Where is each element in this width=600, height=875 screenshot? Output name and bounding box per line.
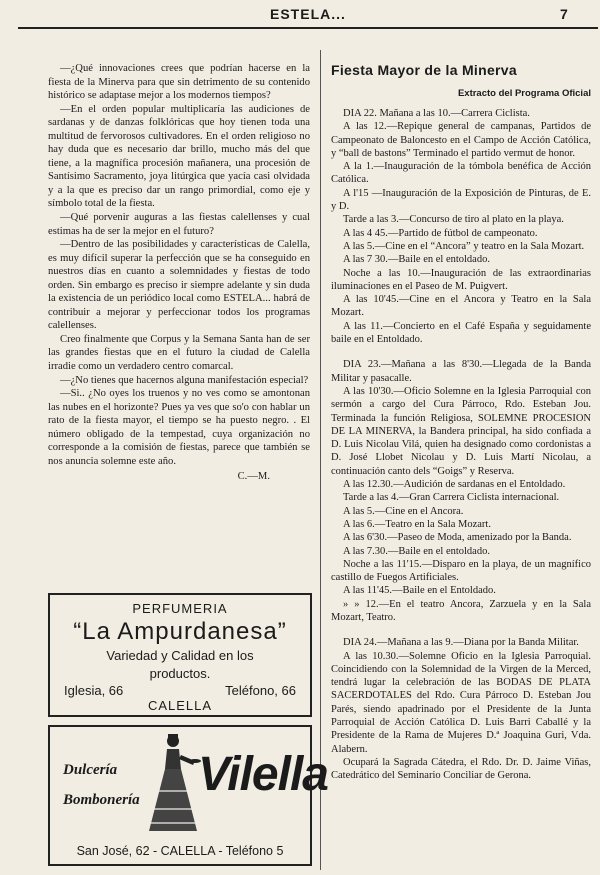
interview-paragraph: —¿No tienes que hacernos alguna manifestación especial? [60,374,309,386]
program-entry: Ocupará la Sagrada Cátedra, el Rdo. Dr. D. Jaime Viñas, Catedrático del Seminario Conciliar de Gerona. [331,756,591,782]
interview-paragraph: —En el orden popular multiplicaría las audiciones de sardanas y de danzas folklóricas que hoy tienen toda una multitud de fervorosos cultivadores. En el orden religioso no hay duda que es necesario dar brillo, mucho más del que tiene, a la magnífica procesión mañanera, una procesión de Santísimo Sacramento, joya litúrgica que yacía casi olvidada y a la que es preciso dar un rango primordial, como eje y símbolo total de la fiesta. [48,103,310,210]
ad-category: PERFUMERIA [132,601,228,616]
interview-paragraph: —¿Qué innovaciones crees que podrían hacerse en la fiesta de la Minerva para que sin detrimento de su contenido histórico se adaptase mejor a los modernos tiempos? [48,63,310,102]
ad-bomboneria-label: Bombonería [63,792,140,808]
program-entry: Tarde a las 4.—Gran Carrera Ciclista internacional. [343,492,560,504]
program-entry: Noche a las 11'15.—Disparo en la playa, de un magnífico castillo de Fuegos Artificiales. [331,558,591,584]
program-column [331,62,591,783]
publication-title: ESTELA... [270,6,346,22]
program-entry: A las 5.—Cine en el “Ancora” y teatro en la Sala Mozart. [343,240,585,252]
program-entry: A las 6'30.—Paseo de Moda, amenizado por la Banda. [343,532,572,544]
header-rule [18,27,598,29]
program-entry: A las 12.30.—Audición de sardanas en el Entoldado. [343,479,566,491]
interview-paragraph: —Si.. ¿No oyes los truenos y no ves como se amontonan las nubes en el horizonte? Pues ya ves que so'o con hablar un rato de la fiesta mayor, el tiempo se ha puesto negro. . El número obligado de la tempestad, cuya organización no corresponde a la comisión de fiestas, parece que también se nos anuncia solemne este año. [48,388,310,467]
section-title: Fiesta Mayor de la Minerva [331,62,517,78]
program-entry: A las 10.30.—Solemne Oficio en la Iglesia Parroquial. Coincidiendo con la Solemnidad de la Virgen de la Merced, tendrá lugar la celebración de las BODAS DE PLATA SACERDOTALES del Rdo. Cura Párroco D. Esteban Jou Parés, siendo apadrinado por el Presidente de la Junta Parroquial de Acción Católica D. Luis Barri Caballé y la Presidente de la Rama de Mujeres D.ª Joaquina Guri, Vda. Alabern. [331,650,591,755]
program-entry: A las 6.—Teatro en la Sala Mozart. [343,518,491,530]
program-entry: » » 12.—En el teatro Ancora, Zarzuela y en la Sala Mozart, Teatro. [331,598,591,623]
interview-column [48,62,310,484]
program-list [331,107,591,783]
program-entry: A las 7.30.—Baile en el entoldado. [343,545,490,557]
program-entry: DIA 23.—Mañana a las 8'30.—Llegada de la Banda Militar y pasacalle. [331,359,591,384]
ad-tagline-1: Variedad y Calidad en los [106,648,254,663]
ad-tagline-2: productos. [149,666,211,681]
program-entry: DIA 22. Mañana a las 10.—Carrera Ciclista. [343,108,530,119]
program-entry: Tarde a las 3.—Concurso de tiro al plato en la playa. [343,214,564,226]
ad-city: CALELLA [147,698,213,713]
ad-address: Iglesia, 66 [64,683,124,698]
interview-paragraph: Creo finalmente que Corpus y la Semana Santa han de ser las grandes fiestas que en el futuro la ciudad de Calella irradie como un verdadero centro comarcal. [48,333,310,373]
ad-brand-name: Vilella [198,748,328,801]
program-entry: DIA 24.—Mañana a las 9.—Diana por la Banda Militar. [343,637,579,649]
vilella-advertisement [48,725,328,866]
program-entry: A las 11.—Concierto en el Café España y seguidamente baile en el Entoldado. [331,320,591,346]
program-entry: A la 1.—Inauguración de la tómbola benéfica de Acción Católica. [331,161,591,186]
woman-illustration-icon [145,731,201,835]
ad-phone: Teléfono, 66 [225,683,296,698]
program-entry: A las 7 30.—Baile en el entoldado. [343,254,490,266]
program-entry: A las 5.—Cine en el Ancora. [343,505,464,517]
interview-paragraph: —Qué porvenir auguras a las fiestas calellenses y cual estimas ha de ser la mejor en el futuro? [48,212,310,237]
program-entry: A las 12.—Repique general de campanas, Partidos de Campeonato de Baloncesto en el Campo de Acción Católica, y “ball de bastons” Terminado el partido vermut de honor. [331,121,591,159]
ad-dulceria-label: Dulcería [63,762,118,778]
author-signature: C.—M. [237,471,270,483]
ad-contact-footer: San José, 62 - CALELLA - Teléfono 5 [76,844,284,858]
ad-shop-name: “La Ampurdanesa” [73,618,287,645]
program-entry: A l'15 —Inauguración de la Exposición de Pinturas, de E. y D. [331,187,591,213]
program-entry: A las 11'45.—Baile en el Entoldado. [343,585,496,597]
page-header [0,4,600,26]
interview-paragraph: —Dentro de las posibilidades y características de Calella, es muy difícil superar la perfección que se ha conseguido en nuestros días en cuanto a solemnidades y fiestas de todo orden. Sin embargo es preciso ir siempre adelante y sin duda la existencia de un periódico local como ESTELA... habrá de contribuir a mejorar y perfeccionar todos los programas calellenses. [48,239,310,332]
program-entry: Noche a las 10.—Inauguración de las extraordinarias iluminaciones en el Paseo de M. Puigvert. [331,267,591,292]
program-entry: A las 4 45.—Partido de fútbol de campeonato. [343,227,538,239]
program-entry: A las 10'45.—Cine en el Ancora y Teatro en la Sala Mozart. [331,294,591,319]
page-number: 7 [560,6,568,22]
program-entry: A las 10'30.—Oficio Solemne en la Iglesia Parroquial con sermón a cargo del Cura Párroco, Rdo. Esteban Jou. Terminada la función Religiosa, SOLEMNE PROCESION DE LA MINERVA, la Bandera principal, ha sido confiada a D. Luis Nicolau Vilá, quien ha designado como cordonistas a D. José Llobet Nicolau y D. Luis Martí Nicolau, a continuación canto dels “Goigs” y Reserva. [331,385,591,477]
perfumeria-advertisement [48,593,312,717]
ad-contact-row [50,683,310,698]
section-subtitle: Extracto del Programa Oficial [457,88,591,99]
